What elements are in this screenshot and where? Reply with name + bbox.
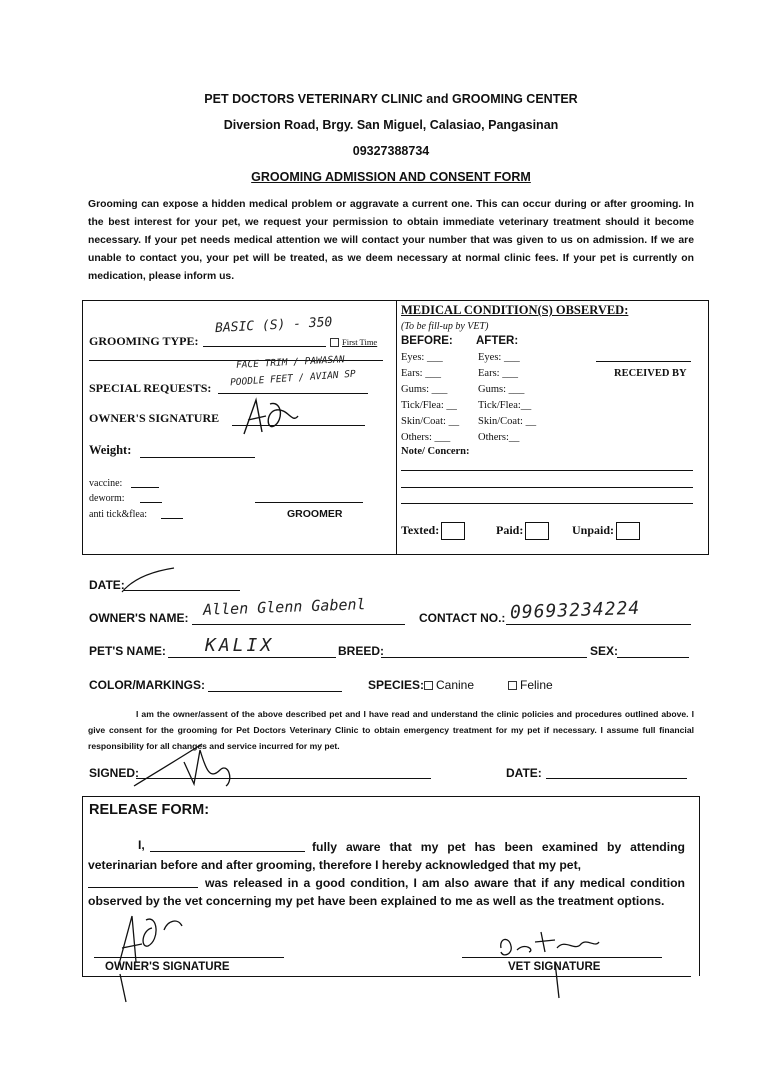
- special-requests-line1[interactable]: FACE TRIM / PAWASAN: [235, 354, 345, 371]
- received-by-label: RECEIVED BY: [614, 368, 687, 379]
- texted-box: [441, 522, 465, 540]
- first-time-label: First Time: [342, 337, 378, 347]
- release-text-b: was released in a good condition, I am also aware that if any medical condition observed by the vet concerning my pet have been explained to me as well as the treatment options.: [88, 876, 685, 908]
- breed-label: BREED:: [338, 644, 385, 658]
- after-label: AFTER:: [476, 335, 519, 347]
- signed-signature-scribble[interactable]: [130, 740, 270, 790]
- first-time-checkbox[interactable]: [330, 337, 377, 348]
- clinic-phone: 09327388734: [352, 144, 430, 158]
- item-gums-after: Gums: ___: [478, 384, 525, 395]
- item-skincoat-before: Skin/Coat: __: [401, 416, 460, 427]
- consent-paragraph: I am the owner/assent of the above described pet and I have read and understand the clinic policies and procedures outlined above. I give consent for the grooming for Pet Doctors Veterinary Clinic to obtain emergency treatment for my pet if necessary. I assume full financial responsibility for all changes and service incurred for my pet.: [88, 709, 694, 751]
- item-gums-before: Gums: ___: [401, 384, 448, 395]
- owner-signature-scribble[interactable]: [236, 394, 306, 442]
- paid-checkbox[interactable]: [496, 522, 549, 540]
- date-label: DATE:: [89, 578, 125, 592]
- texted-checkbox[interactable]: [401, 522, 465, 540]
- release-owner-signature-scribble[interactable]: [108, 900, 198, 1004]
- canine-label: Canine: [436, 678, 475, 692]
- grooming-type-label: GROOMING TYPE:: [89, 334, 199, 348]
- clinic-address: Diversion Road, Brgy. San Miguel, Calasiao, Pangasinan: [223, 118, 559, 132]
- checkbox-icon: [330, 338, 339, 347]
- item-tickflea-after: Tick/Flea:__: [478, 400, 532, 411]
- release-vet-signature-label: VET SIGNATURE: [508, 961, 601, 973]
- weight-label: Weight:: [89, 443, 132, 457]
- pet-name-value[interactable]: KALIX: [205, 635, 275, 656]
- unpaid-box: [616, 522, 640, 540]
- release-i-label: I,: [138, 838, 145, 852]
- owner-name-label: OWNER'S NAME:: [89, 611, 189, 625]
- sex-label: SEX:: [590, 644, 619, 658]
- contact-value[interactable]: 09693234224: [509, 597, 641, 624]
- clinic-name: PET DOCTORS VETERINARY CLINIC and GROOMING CENTER: [204, 92, 578, 106]
- release-owner-signature-label: OWNER'S SIGNATURE: [105, 961, 230, 973]
- item-eyes-before: Eyes: ___: [401, 352, 443, 363]
- release-text-a: fully aware that my pet has been examined by attending veterinarian before and after grooming, therefore I hereby acknowledged that my pet,: [88, 840, 685, 872]
- special-requests-line2[interactable]: POODLE FEET / AVIAN SP: [229, 368, 357, 389]
- before-label: BEFORE:: [401, 335, 453, 347]
- checkbox-icon: [424, 681, 433, 690]
- item-ears-after: Ears: ___: [478, 368, 518, 379]
- feline-label: Feline: [520, 678, 553, 692]
- item-tickflea-before: Tick/Flea: __: [401, 400, 457, 411]
- intro-paragraph: Grooming can expose a hidden medical problem or aggravate a current one. This can occur during or after grooming. In the best interest for your pet, we request your permission to obtain immediate veterinary treatment should it become necessary. If your pet needs medical attention we will contact your number that was given to us on admission. If we are unable to contact you, your pet will be treated, as we deem necessary at normal clinic fees. If your pet is currently on medication, please inform us.: [88, 199, 694, 282]
- checkbox-icon: [508, 681, 517, 690]
- texted-label: Texted:: [401, 522, 440, 537]
- form-title: GROOMING ADMISSION AND CONSENT FORM: [251, 170, 531, 184]
- unpaid-label: Unpaid:: [572, 522, 615, 537]
- item-others-before: Others: ___: [401, 432, 451, 443]
- date-slash-mark: [118, 566, 178, 596]
- table-divider: [396, 300, 397, 554]
- medical-subtitle: (To be fill-up by VET): [401, 321, 489, 332]
- item-ears-before: Ears: ___: [401, 368, 441, 379]
- unpaid-checkbox[interactable]: [572, 522, 640, 540]
- signed-date-label: DATE:: [506, 766, 542, 780]
- medical-title: MEDICAL CONDITION(S) OBSERVED:: [401, 303, 629, 317]
- owner-signature-label: OWNER'S SIGNATURE: [89, 411, 220, 425]
- deworm-label: deworm:: [89, 493, 125, 504]
- feline-option[interactable]: [508, 678, 553, 692]
- antitick-label: anti tick&flea:: [89, 509, 148, 520]
- signed-label: SIGNED:: [89, 766, 140, 780]
- paid-label: Paid:: [496, 522, 524, 537]
- pet-name-label: PET'S NAME:: [89, 644, 166, 658]
- paid-box: [525, 522, 549, 540]
- contact-label: CONTACT NO.:: [419, 611, 506, 625]
- item-eyes-after: Eyes: ___: [478, 352, 520, 363]
- special-requests-label: SPECIAL REQUESTS:: [89, 381, 212, 395]
- color-markings-label: COLOR/MARKINGS:: [89, 678, 205, 692]
- species-label: SPECIES:: [368, 678, 425, 692]
- owner-name-value[interactable]: Allen Glenn Gabenl: [202, 595, 366, 619]
- canine-option[interactable]: [424, 678, 474, 692]
- note-label: Note/ Concern:: [401, 446, 470, 457]
- item-skincoat-after: Skin/Coat: __: [478, 416, 537, 427]
- vaccine-label: vaccine:: [89, 478, 123, 489]
- release-title: RELEASE FORM:: [89, 802, 210, 818]
- grooming-type-value[interactable]: BASIC (S) - 350: [214, 314, 333, 337]
- groomer-label: GROOMER: [287, 508, 343, 520]
- item-others-after: Others:__: [478, 432, 520, 443]
